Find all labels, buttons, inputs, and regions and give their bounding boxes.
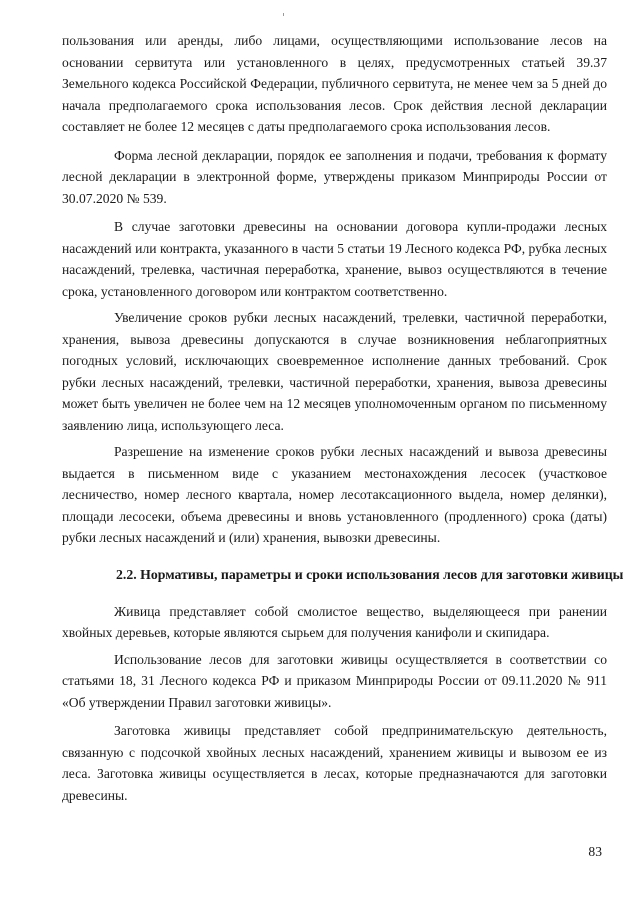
paragraph-term-extension: Увеличение сроков рубки лесных насаждений, трелевки, частичной переработки, хранения, вывоза древесины допускаются в случае возникновения неблагоприятных погодных условий, исключающих своевременное исполнение данных требований. Срок рубки лесных насаждений, трелевки, частичной переработки, хранения, вывоза древесины может быть увеличен не более чем на 12 месяцев уполномоченным органом по письменному заявлению лица, использующего леса. — [62, 310, 607, 433]
paragraph-timber-contract: В случае заготовки древесины на основании договора купли-продажи лесных насаждений или контракта, указанного в части 5 статьи 19 Лесного кодекса РФ, рубка лесных насаждений, трелевка, частичная переработка, хранение, вывоз осуществляются в течение срока, установленного договором или контрактом соответственно. — [62, 219, 607, 299]
section-heading: 2.2. Нормативы, параметры и сроки использования лесов для заготовки живицы — [116, 566, 624, 582]
paragraph-declaration-form: Форма лесной декларации, порядок ее заполнения и подачи, требования к формату лесной декларации в электронной форме, утверждены приказом Минприроды России от 30.07.2020 № 539. — [62, 147, 607, 206]
paragraph-resin-activity: Заготовка живицы представляет собой предпринимательскую деятельность, связанную с подсочкой хвойных лесных насаждений, хранением живицы и вывозом ее из леса. Заготовка живицы осуществляется в лесах, которые предназначаются для заготовки древесины. — [62, 723, 607, 803]
document-body — [62, 30, 624, 806]
paragraph-resin-legal-basis: Использование лесов для заготовки живицы осуществляется в соответствии со статьями 18, 31 Лесного кодекса РФ и приказом Минприроды России от 09.11.2020 № 911 «Об утверждении Правил заготовки живицы». — [62, 651, 607, 710]
paragraph-resin-definition: Живица представляет собой смолистое вещество, выделяющееся при ранении хвойных деревьев, которые являются сырьем для получения канифоли и скипидара. — [62, 603, 607, 640]
page-number: 83 — [588, 844, 602, 859]
scan-mark — [283, 13, 284, 16]
paragraph-declaration-continued: пользования или аренды, либо лицами, осуществляющими использование лесов на основании сервитута или установленного в целях, предусмотренных статьей 39.37 Земельного кодекса Российской Федерации, публичного сервитута, не менее чем за 5 дней до начала предполагаемого срока использования лесов. Срок действия лесной декларации составляет не более 12 месяцев с даты предполагаемого срока использования лесов. — [62, 33, 607, 134]
paragraph-change-permission: Разрешение на изменение сроков рубки лесных насаждений и вывоза древесины выдается в письменном виде с указанием местонахождения лесосек (участковое лесничество, номер лесного квартала, номер лесотаксационного выдела, номер делянки), площади лесосеки, объема древесины и вновь установленного (продленного) срока (даты) рубки лесных насаждений и (или) хранения, вывозки древесины. — [62, 444, 607, 545]
